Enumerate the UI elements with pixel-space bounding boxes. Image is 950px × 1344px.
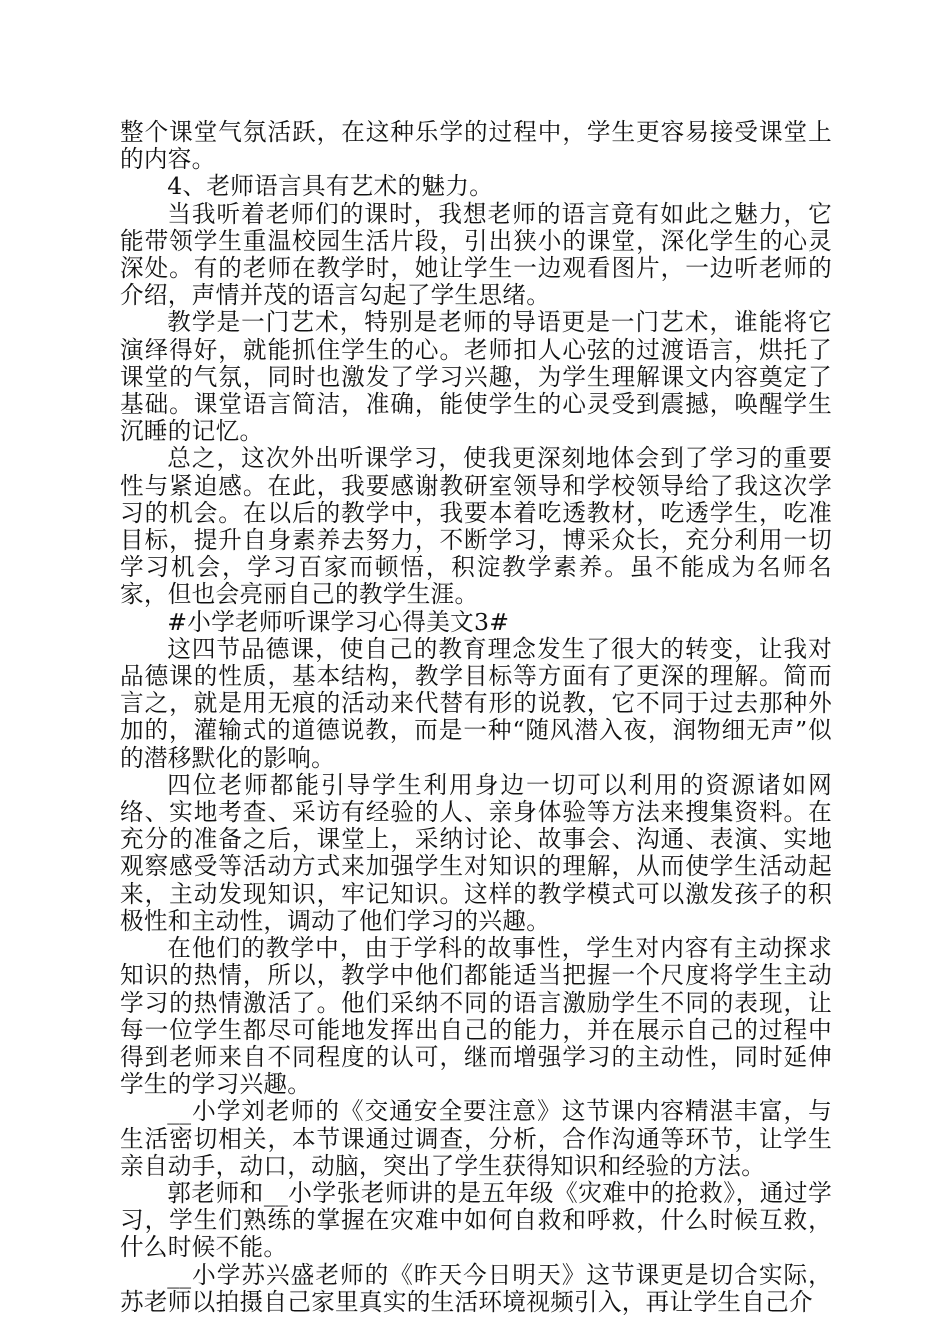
document-body	[120, 119, 832, 1316]
paragraph: __小学刘老师的《交通安全要注意》这节课内容精湛丰富，与生活密切相关，本节课通过调查，分析，合作沟通等环节，让学生亲自动手，动口，动脑，突出了学生获得知识和经验的方法。	[120, 1097, 832, 1180]
paragraph: 当我听着老师们的课时，我想老师的语言竟有如此之魅力，它能带领学生重温校园生活片段，引出狭小的课堂，深化学生的心灵深处。有的老师在教学时，她让学生一边观看图片，一边听老师的介绍，声情并茂的语言勾起了学生思绪。	[120, 199, 832, 310]
paragraph: 总之，这次外出听课学习，使我更深刻地体会到了学习的重要性与紧迫感。在此，我要感谢教研室领导和学校领导给了我这次学习的机会。在以后的教学中，我要本着吃透教材，吃透学生，吃准目标，提升自身素养去努力，不断学习，博采众长，充分利用一切学习机会，学习百家而顿悟，积淀教学素养。虽不能成为名师名家，但也会亮丽自己的教学生涯。	[120, 444, 832, 609]
paragraph: __小学苏兴盛老师的《昨天今日明天》这节课更是切合实际，苏老师以拍摄自己家里真实的生活环境视频引入，再让学生自己介	[120, 1260, 832, 1316]
paragraph: 教学是一门艺术，特别是老师的导语更是一门艺术，谁能将它演绎得好，就能抓住学生的心。老师扣人心弦的过渡语言，烘托了课堂的气氛，同时也激发了学习兴趣，为学生理解课文内容奠定了基础。课堂语言简洁，准确，能使学生的心灵受到震撼，唤醒学生沉睡的记忆。	[120, 308, 832, 446]
paragraph: 在他们的教学中，由于学科的故事性，学生对内容有主动探求知识的热情，所以，教学中他们都能适当把握一个尺度将学生主动学习的热情激活了。他们采纳不同的语言激励学生不同的表现，让每一位学生都尽可能地发挥出自己的能力，并在展示自己的过程中得到老师来自不同程度的认可，继而增强学习的主动性，同时延伸学生的学习兴趣。	[120, 934, 832, 1099]
paragraph: 四位老师都能引导学生利用身边一切可以利用的资源诸如网络、实地考查、采访有经验的人、亲身体验等方法来搜集资料。在充分的准备之后，课堂上，采纳讨论、故事会、沟通、表演、实地观察感受等活动方式来加强学生对知识的理解，从而使学生活动起来，主动发现知识，牢记知识。这样的教学模式可以激发孩子的积极性和主动性，调动了他们学习的兴趣。	[120, 770, 832, 935]
paragraph: 郭老师和__小学张老师讲的是五年级《灾难中的抢救》，通过学习，学生们熟练的掌握在灾难中如何自救和呼救，什么时候互救，什么时候不能。	[120, 1178, 832, 1262]
section-heading-4: 4、老师语言具有艺术的魅力。	[167, 172, 494, 201]
paragraph: 这四节品德课，使自己的教育理念发生了很大的转变，让我对品德课的性质，基本结构，教学目标等方面有了更深的理解。简而言之，就是用无痕的活动来代替有形的说教，它不同于过去那种外加的，灌输式的道德说教，而是一种“随风潜入夜，润物细无声”似的潜移默化的影响。	[120, 634, 832, 772]
article-heading: #小学老师听课学习心得美文3#	[167, 607, 510, 636]
paragraph-continuation: 整个课堂气氛活跃，在这种乐学的过程中，学生更容易接受课堂上的内容。	[120, 118, 832, 174]
